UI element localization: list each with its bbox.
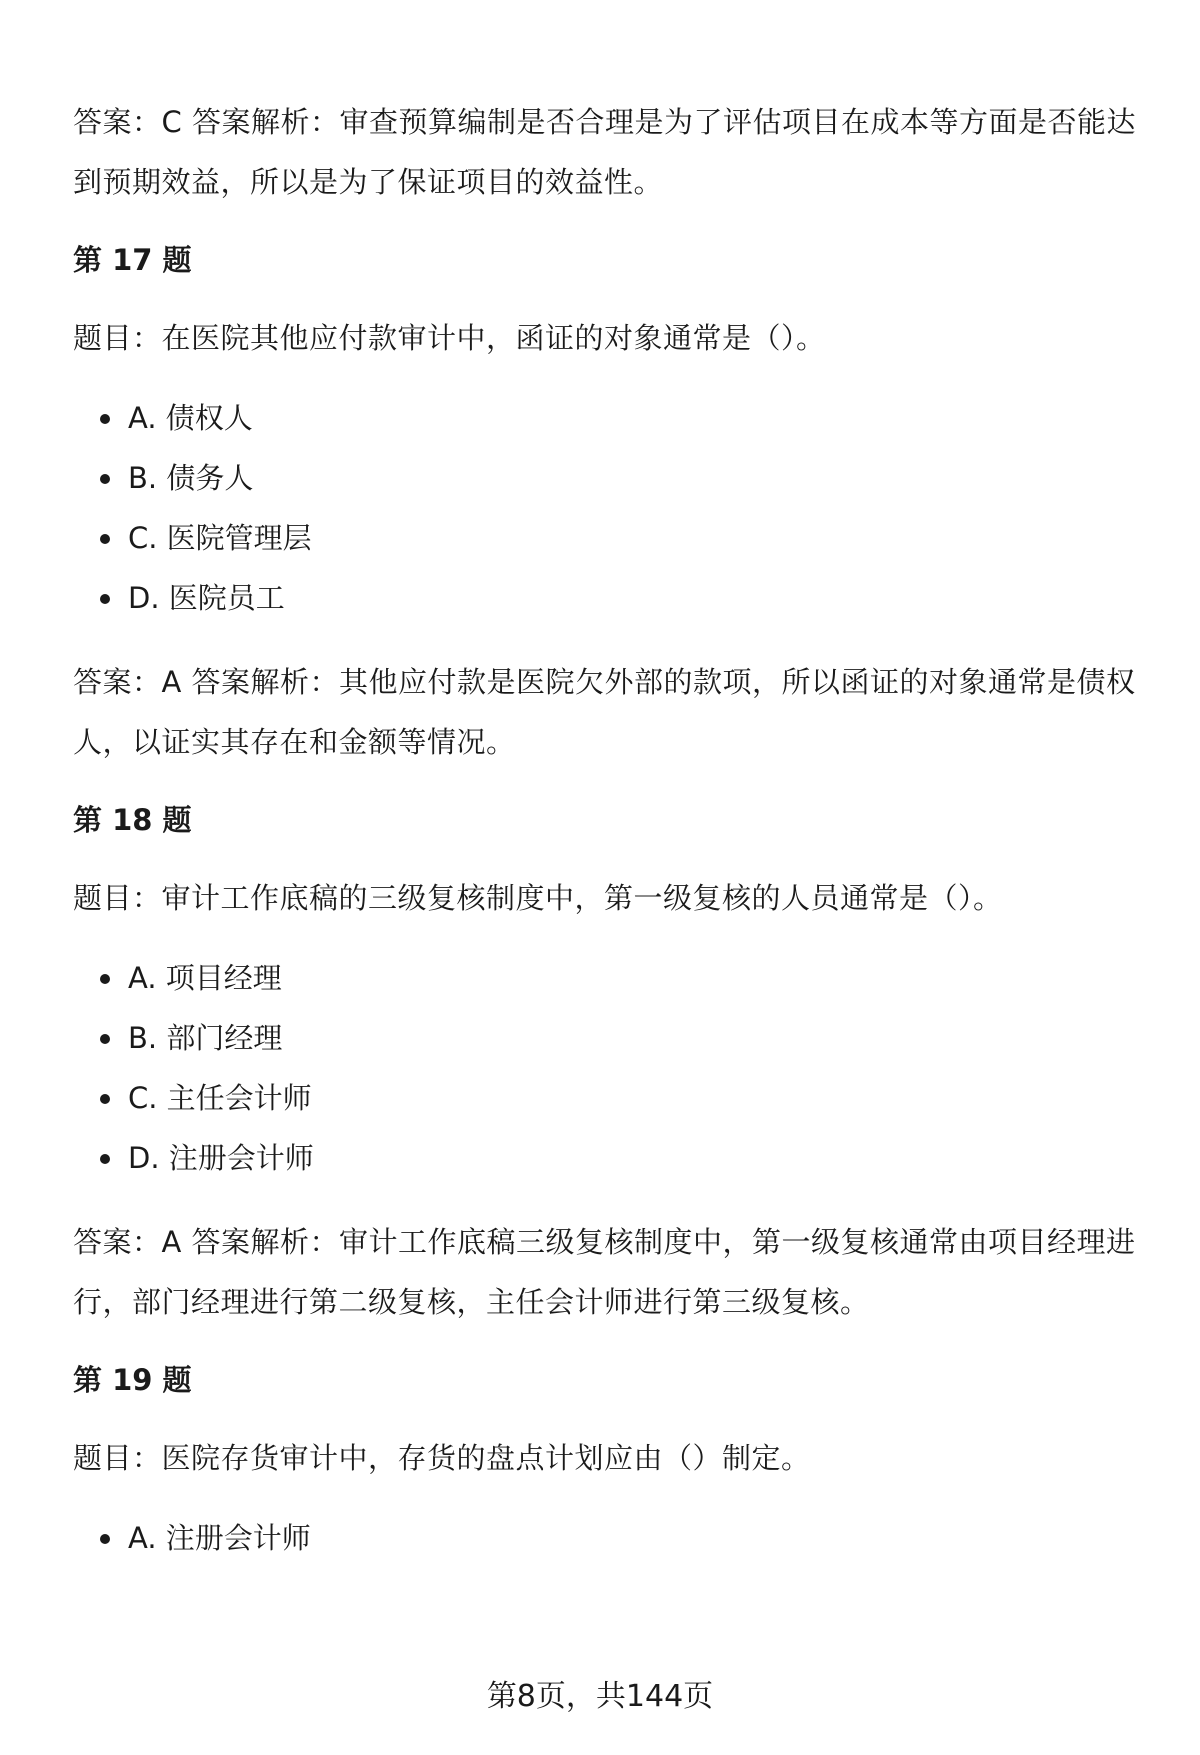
bullet-icon [100, 1034, 110, 1044]
bullet-icon [100, 1534, 110, 1544]
question-title: 第 17 题 [73, 243, 192, 277]
option-list [73, 958, 1148, 1178]
option-label: C. 主任会计师 [128, 1081, 312, 1115]
option-label: B. 部门经理 [128, 1021, 283, 1055]
question-text: 题目：在医院其他应付款审计中，函证的对象通常是（）。 [73, 321, 826, 355]
bullet-icon [100, 1154, 110, 1164]
bullet-icon [100, 534, 110, 544]
option-label: B. 债务人 [128, 461, 254, 495]
option-label: D. 注册会计师 [128, 1141, 314, 1175]
bullet-icon [100, 594, 110, 604]
bullet-icon [100, 974, 110, 984]
answer-explanation: 答案：A 答案解析：其他应付款是医院欠外部的款项，所以函证的对象通常是债权人，以证实其存在和金额等情况。 [73, 665, 1136, 759]
option-item [73, 958, 1148, 998]
answer-explanation: 答案：C 答案解析：审查预算编制是否合理是为了评估项目在成本等方面是否能达到预期效益，所以是为了保证项目的效益性。 [73, 105, 1136, 199]
option-item [73, 1078, 1148, 1118]
option-item [73, 1518, 1148, 1558]
question-text: 题目：审计工作底稿的三级复核制度中，第一级复核的人员通常是（）。 [73, 881, 1003, 915]
option-item [73, 518, 1148, 558]
option-label: C. 医院管理层 [128, 521, 312, 555]
option-item [73, 1138, 1148, 1178]
answer-explanation: 答案：A 答案解析：审计工作底稿三级复核制度中，第一级复核通常由项目经理进行，部门经理进行第二级复核，主任会计师进行第三级复核。 [73, 1225, 1136, 1319]
option-label: A. 项目经理 [128, 961, 282, 995]
option-list [73, 1518, 1148, 1558]
question-title: 第 19 题 [73, 1363, 192, 1397]
bullet-icon [100, 1094, 110, 1104]
option-label: A. 债权人 [128, 401, 253, 435]
option-list [73, 398, 1148, 618]
option-item [73, 578, 1148, 618]
bullet-icon [100, 414, 110, 424]
question-text: 题目：医院存货审计中，存货的盘点计划应由（）制定。 [73, 1441, 811, 1475]
option-label: A. 注册会计师 [128, 1521, 311, 1555]
option-item [73, 398, 1148, 438]
document-page [73, 92, 1148, 1592]
option-item [73, 1018, 1148, 1058]
bullet-icon [100, 474, 110, 484]
option-item [73, 458, 1148, 498]
question-title: 第 18 题 [73, 803, 192, 837]
option-label: D. 医院员工 [128, 581, 285, 615]
page-number: 第8页，共144页 [486, 1679, 714, 1714]
